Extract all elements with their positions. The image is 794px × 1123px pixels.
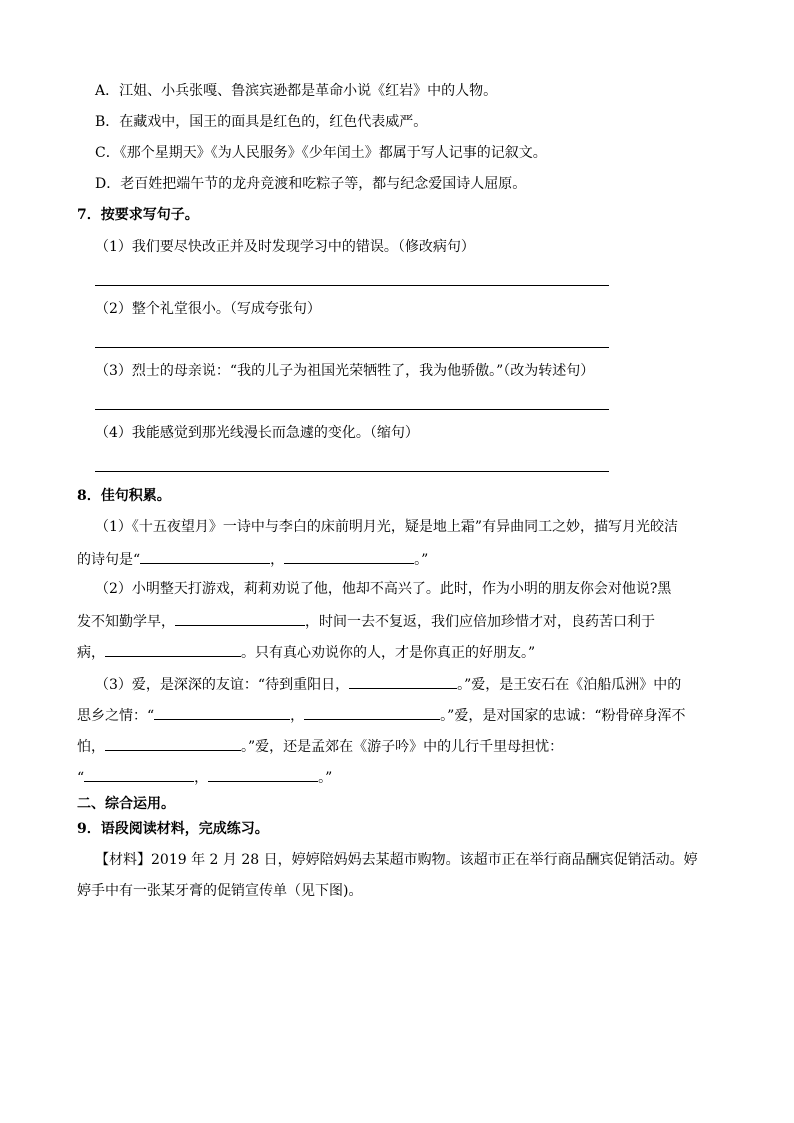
option-a: A．江姐、小兵张嘎、鲁滨宾逊都是革命小说《红岩》中的人物。 bbox=[95, 83, 498, 99]
q8-p2-line2 bbox=[77, 611, 655, 631]
q8-p1-blank-1[interactable] bbox=[140, 549, 270, 564]
q8-p3-blank-4[interactable] bbox=[105, 736, 241, 751]
q8-p3-text-c: 思乡之情：“ bbox=[77, 708, 155, 724]
option-c: C．《那个星期天》《为人民服务》《少年闰土》都属于写人记事的记叙文。 bbox=[95, 145, 547, 161]
q8-p3-text-j: 。” bbox=[318, 770, 333, 786]
option-d: D．老百姓把端午节的龙舟竞渡和吃粽子等，都与纪念爱国诗人屈原。 bbox=[95, 176, 527, 192]
q7-answer-line-2[interactable] bbox=[95, 347, 609, 348]
q8-p1-blank-2[interactable] bbox=[284, 549, 414, 564]
q8-p2-text-c: 病， bbox=[77, 645, 105, 661]
q8-p3-text-e: 。”爱，是对国家的忠诚：“粉骨碎身浑不 bbox=[440, 708, 686, 724]
q8-p3-text-f: 怕， bbox=[77, 739, 105, 755]
q8-p3-blank-1[interactable] bbox=[349, 674, 457, 689]
q8-p3-text-a: （3）爱，是深深的友谊：“待到重阳日， bbox=[95, 677, 350, 693]
q7-item-4: （4）我能感觉到那光线漫长而急遽的变化。（缩句） bbox=[95, 425, 419, 441]
section-2-heading: 二、综合运用。 bbox=[77, 796, 175, 812]
q8-p3-text-i: ， bbox=[194, 770, 209, 786]
q7-answer-line-3[interactable] bbox=[95, 409, 609, 410]
q8-p3-line4 bbox=[77, 767, 332, 787]
q9-title: 9．语段阅读材料，完成练习。 bbox=[77, 821, 269, 837]
q8-p2-blank-1[interactable] bbox=[175, 611, 305, 626]
q8-p2-text-a: 发不知勤学早， bbox=[77, 614, 175, 630]
q8-p2-text-d: 。只有真心劝说你的人，才是你真正的好朋友。” bbox=[241, 645, 536, 661]
q8-p2-text-b: ，时间一去不复返，我们应倍加珍惜才对，良药苦口利于 bbox=[305, 614, 655, 630]
q9-material-line2: 婷手中有一张某牙膏的促销宣传单（见下图)。 bbox=[77, 883, 363, 899]
q8-p3-blank-5[interactable] bbox=[84, 767, 194, 782]
q8-p3-text-b: 。”爱，是王安石在《泊船瓜洲》中的 bbox=[457, 677, 682, 693]
q7-answer-line-1[interactable] bbox=[95, 285, 609, 286]
q8-p3-blank-2[interactable] bbox=[154, 705, 290, 720]
q8-p3-blank-3[interactable] bbox=[304, 705, 440, 720]
q8-p2-line3 bbox=[77, 642, 535, 662]
q8-p1-text-a: 的诗句是“ bbox=[77, 552, 141, 568]
q8-p1-line1: （1）《十五夜望月》一诗中与李白的床前明月光，疑是地上霜”有异曲同工之妙，描写月光皎洁 bbox=[95, 519, 679, 535]
q8-p1-text-c: 。” bbox=[414, 552, 429, 568]
q8-p3-blank-6[interactable] bbox=[208, 767, 318, 782]
q8-p3-line1 bbox=[95, 674, 681, 694]
q7-item-3: （3）烈士的母亲说：“我的儿子为祖国光荣牺牲了，我为他骄傲。”（改为转述句） bbox=[95, 363, 595, 379]
q8-p2-line1: （2）小明整天打游戏，莉莉劝说了他，他却不高兴了。此时，作为小明的朋友你会对他说?黑 bbox=[95, 581, 672, 597]
q8-p3-text-g: 。”爱，还是孟郊在《游子吟》中的儿行千里母担忧： bbox=[241, 739, 564, 755]
q7-answer-line-4[interactable] bbox=[95, 471, 609, 472]
option-b: B．在藏戏中，国王的面具是红色的，红色代表威严。 bbox=[95, 114, 428, 130]
q8-p3-text-d: ， bbox=[290, 708, 305, 724]
q9-material-line1: 【材料】2019 年 2 月 28 日，婷婷陪妈妈去某超市购物。该超市正在举行商品酬宾促销活动。婷 bbox=[95, 852, 698, 868]
q8-p1-text-b: ， bbox=[270, 552, 285, 568]
q7-item-2: （2）整个礼堂很小。（写成夸张句） bbox=[95, 301, 321, 317]
q7-title: 7．按要求写句子。 bbox=[77, 207, 199, 223]
q8-p3-line3 bbox=[77, 736, 563, 756]
q8-title: 8．佳句积累。 bbox=[77, 488, 171, 504]
q8-p1-line2 bbox=[77, 549, 428, 569]
q8-p3-text-h: “ bbox=[77, 770, 85, 786]
q7-item-1: （1）我们要尽快改正并及时发现学习中的错误。（修改病句） bbox=[95, 239, 475, 255]
q8-p2-blank-2[interactable] bbox=[105, 642, 241, 657]
q8-p3-line2 bbox=[77, 705, 686, 725]
